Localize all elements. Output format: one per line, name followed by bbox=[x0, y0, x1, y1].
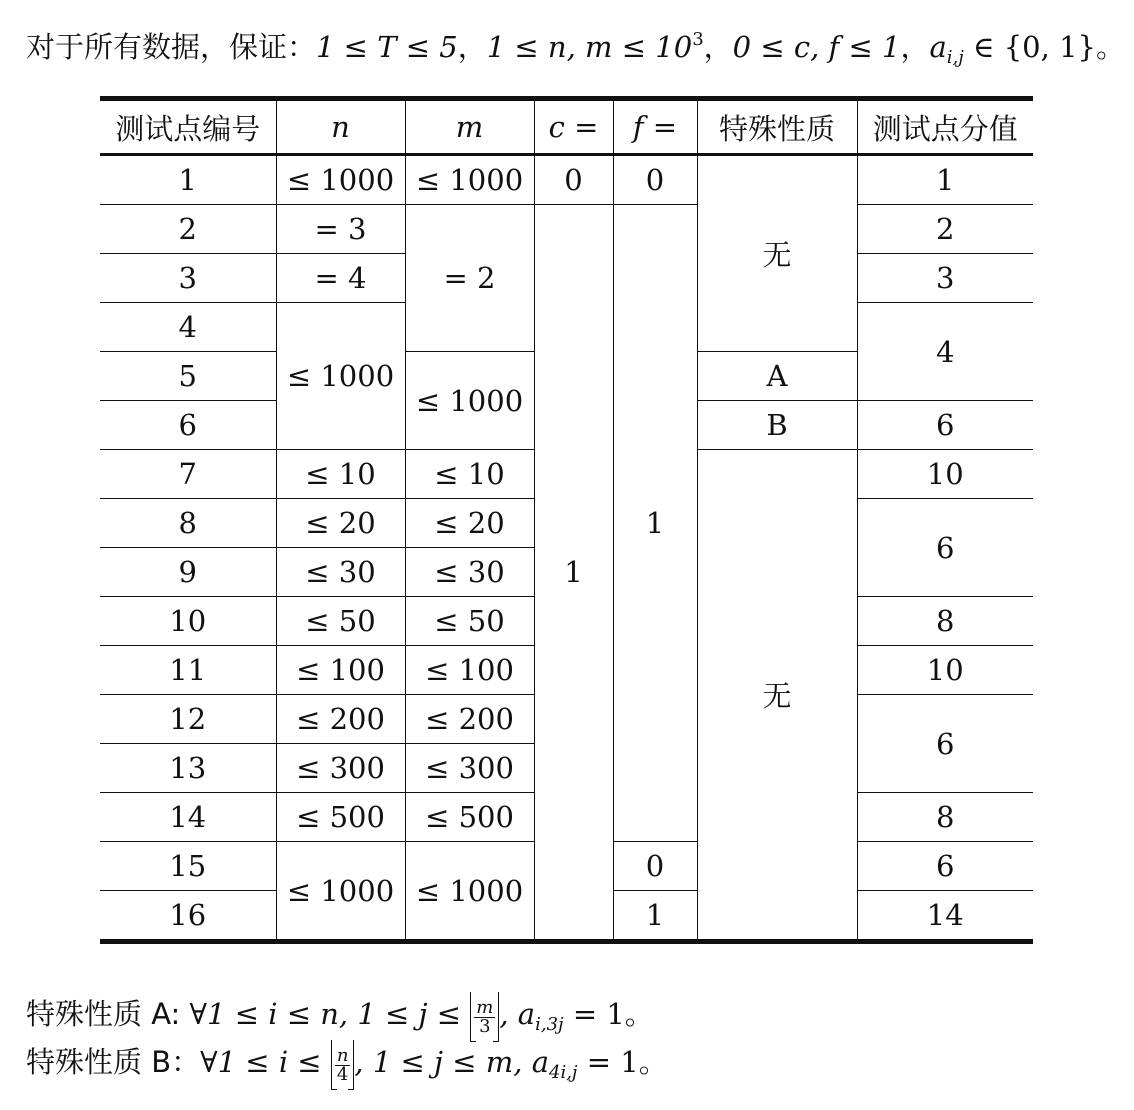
cell-id: 10 bbox=[100, 597, 276, 646]
fraction bbox=[335, 1047, 351, 1084]
table-header-row bbox=[100, 99, 1033, 155]
header-c: c = bbox=[534, 99, 613, 155]
cell-f: 1 bbox=[613, 891, 697, 942]
note-a-equals: = 1 bbox=[563, 997, 625, 1031]
subtask-table bbox=[100, 96, 1033, 944]
a-set: ∈ {0, 1} bbox=[963, 30, 1096, 64]
header-n: n bbox=[276, 99, 405, 155]
fraction-denominator: 4 bbox=[336, 1064, 349, 1086]
note-a-subscript: i,3j bbox=[535, 1014, 564, 1035]
cell-score: 14 bbox=[857, 891, 1033, 942]
cell-special: 无 bbox=[697, 450, 857, 942]
cell-m: ≤ 200 bbox=[405, 695, 534, 744]
cell-f: 0 bbox=[613, 842, 697, 891]
header-f: f = bbox=[613, 99, 697, 155]
intro-sep-2: ， bbox=[703, 30, 733, 64]
cell-m: ≤ 10 bbox=[405, 450, 534, 499]
cell-n: ≤ 1000 bbox=[276, 303, 405, 450]
nm-bounds: 1 ≤ n, m ≤ 10 bbox=[486, 30, 693, 64]
cell-n: ≤ 1000 bbox=[276, 155, 405, 205]
fraction-numerator: n bbox=[336, 1045, 349, 1067]
cell-score: 6 bbox=[857, 695, 1033, 793]
cell-special: A bbox=[697, 352, 857, 401]
special-property-b bbox=[26, 1042, 668, 1093]
cell-m: ≤ 20 bbox=[405, 499, 534, 548]
cell-c: 1 bbox=[534, 205, 613, 942]
fraction bbox=[474, 999, 495, 1036]
cell-id: 15 bbox=[100, 842, 276, 891]
note-b-end: 。 bbox=[638, 1045, 668, 1079]
cell-score: 3 bbox=[857, 254, 1033, 303]
a-variable: a bbox=[929, 30, 947, 64]
cell-f: 1 bbox=[613, 205, 697, 842]
fraction-denominator: 3 bbox=[479, 1016, 491, 1038]
intro-sep-1: ， bbox=[457, 30, 487, 64]
cell-n: ≤ 100 bbox=[276, 646, 405, 695]
header-special: 特殊性质 bbox=[697, 99, 857, 155]
cell-score: 6 bbox=[857, 842, 1033, 891]
constraints-intro bbox=[26, 20, 1125, 78]
cell-id: 2 bbox=[100, 205, 276, 254]
cell-n: ≤ 50 bbox=[276, 597, 405, 646]
floor-bracket bbox=[331, 1044, 355, 1085]
cell-id: 12 bbox=[100, 695, 276, 744]
cell-id: 8 bbox=[100, 499, 276, 548]
cell-id: 1 bbox=[100, 155, 276, 205]
cell-m: ≤ 1000 bbox=[405, 352, 534, 450]
intro-sep-3: ， bbox=[900, 30, 930, 64]
cell-id: 14 bbox=[100, 793, 276, 842]
a-subscript: i,j bbox=[946, 47, 964, 68]
note-b-subscript: 4i,j bbox=[549, 1062, 578, 1083]
cell-n: ≤ 1000 bbox=[276, 842, 405, 942]
table-row bbox=[100, 155, 1033, 205]
cell-id: 16 bbox=[100, 891, 276, 942]
cell-score: 10 bbox=[857, 450, 1033, 499]
table-row bbox=[100, 205, 1033, 254]
note-b-label: 特殊性质 B： bbox=[26, 1045, 201, 1079]
header-m: m bbox=[405, 99, 534, 155]
cell-n: ≤ 300 bbox=[276, 744, 405, 793]
cell-score: 1 bbox=[857, 155, 1033, 205]
special-property-a bbox=[26, 994, 654, 1045]
cell-n: ≤ 500 bbox=[276, 793, 405, 842]
intro-prefix: 对于所有数据，保证： bbox=[26, 30, 317, 64]
cell-id: 5 bbox=[100, 352, 276, 401]
cell-score: 8 bbox=[857, 597, 1033, 646]
cell-id: 4 bbox=[100, 303, 276, 352]
cell-n: = 4 bbox=[276, 254, 405, 303]
cell-m: = 2 bbox=[405, 205, 534, 352]
floor-bracket bbox=[470, 996, 499, 1037]
cf-bounds: 0 ≤ c, f ≤ 1 bbox=[732, 30, 901, 64]
cell-id: 9 bbox=[100, 548, 276, 597]
cell-special: B bbox=[697, 401, 857, 450]
cell-m: ≤ 1000 bbox=[405, 155, 534, 205]
cell-n: ≤ 200 bbox=[276, 695, 405, 744]
cell-n: ≤ 10 bbox=[276, 450, 405, 499]
note-b-mid: , 1 ≤ j ≤ m, a bbox=[354, 1045, 549, 1079]
cell-score: 6 bbox=[857, 401, 1033, 450]
cell-score: 10 bbox=[857, 646, 1033, 695]
cell-id: 11 bbox=[100, 646, 276, 695]
cell-score: 2 bbox=[857, 205, 1033, 254]
note-b-equals: = 1 bbox=[577, 1045, 639, 1079]
note-a-end: 。 bbox=[624, 997, 654, 1031]
cell-id: 13 bbox=[100, 744, 276, 793]
cell-m: ≤ 300 bbox=[405, 744, 534, 793]
cell-m: ≤ 50 bbox=[405, 597, 534, 646]
cell-id: 3 bbox=[100, 254, 276, 303]
cell-score: 8 bbox=[857, 793, 1033, 842]
header-id: 测试点编号 bbox=[100, 99, 276, 155]
cell-m: ≤ 500 bbox=[405, 793, 534, 842]
nm-exponent: 3 bbox=[692, 29, 704, 50]
cell-n: ≤ 20 bbox=[276, 499, 405, 548]
cell-score: 4 bbox=[857, 303, 1033, 401]
cell-id: 7 bbox=[100, 450, 276, 499]
header-score: 测试点分值 bbox=[857, 99, 1033, 155]
note-b-condition: ∀1 ≤ i ≤ bbox=[200, 1045, 331, 1079]
cell-m: ≤ 30 bbox=[405, 548, 534, 597]
cell-c: 0 bbox=[534, 155, 613, 205]
cell-f: 0 bbox=[613, 155, 697, 205]
fraction-numerator: m bbox=[476, 997, 494, 1019]
cell-id: 6 bbox=[100, 401, 276, 450]
intro-end: 。 bbox=[1095, 30, 1125, 64]
note-a-condition: ∀1 ≤ i ≤ n, 1 ≤ j ≤ bbox=[189, 997, 471, 1031]
cell-m: ≤ 100 bbox=[405, 646, 534, 695]
note-a-tail: , a bbox=[499, 997, 536, 1031]
cell-n: ≤ 30 bbox=[276, 548, 405, 597]
cell-m: ≤ 1000 bbox=[405, 842, 534, 942]
cell-score: 6 bbox=[857, 499, 1033, 597]
note-a-label: 特殊性质 A: bbox=[26, 997, 190, 1031]
cell-n: = 3 bbox=[276, 205, 405, 254]
cell-special: 无 bbox=[697, 155, 857, 352]
t-bounds: 1 ≤ T ≤ 5 bbox=[316, 30, 458, 64]
